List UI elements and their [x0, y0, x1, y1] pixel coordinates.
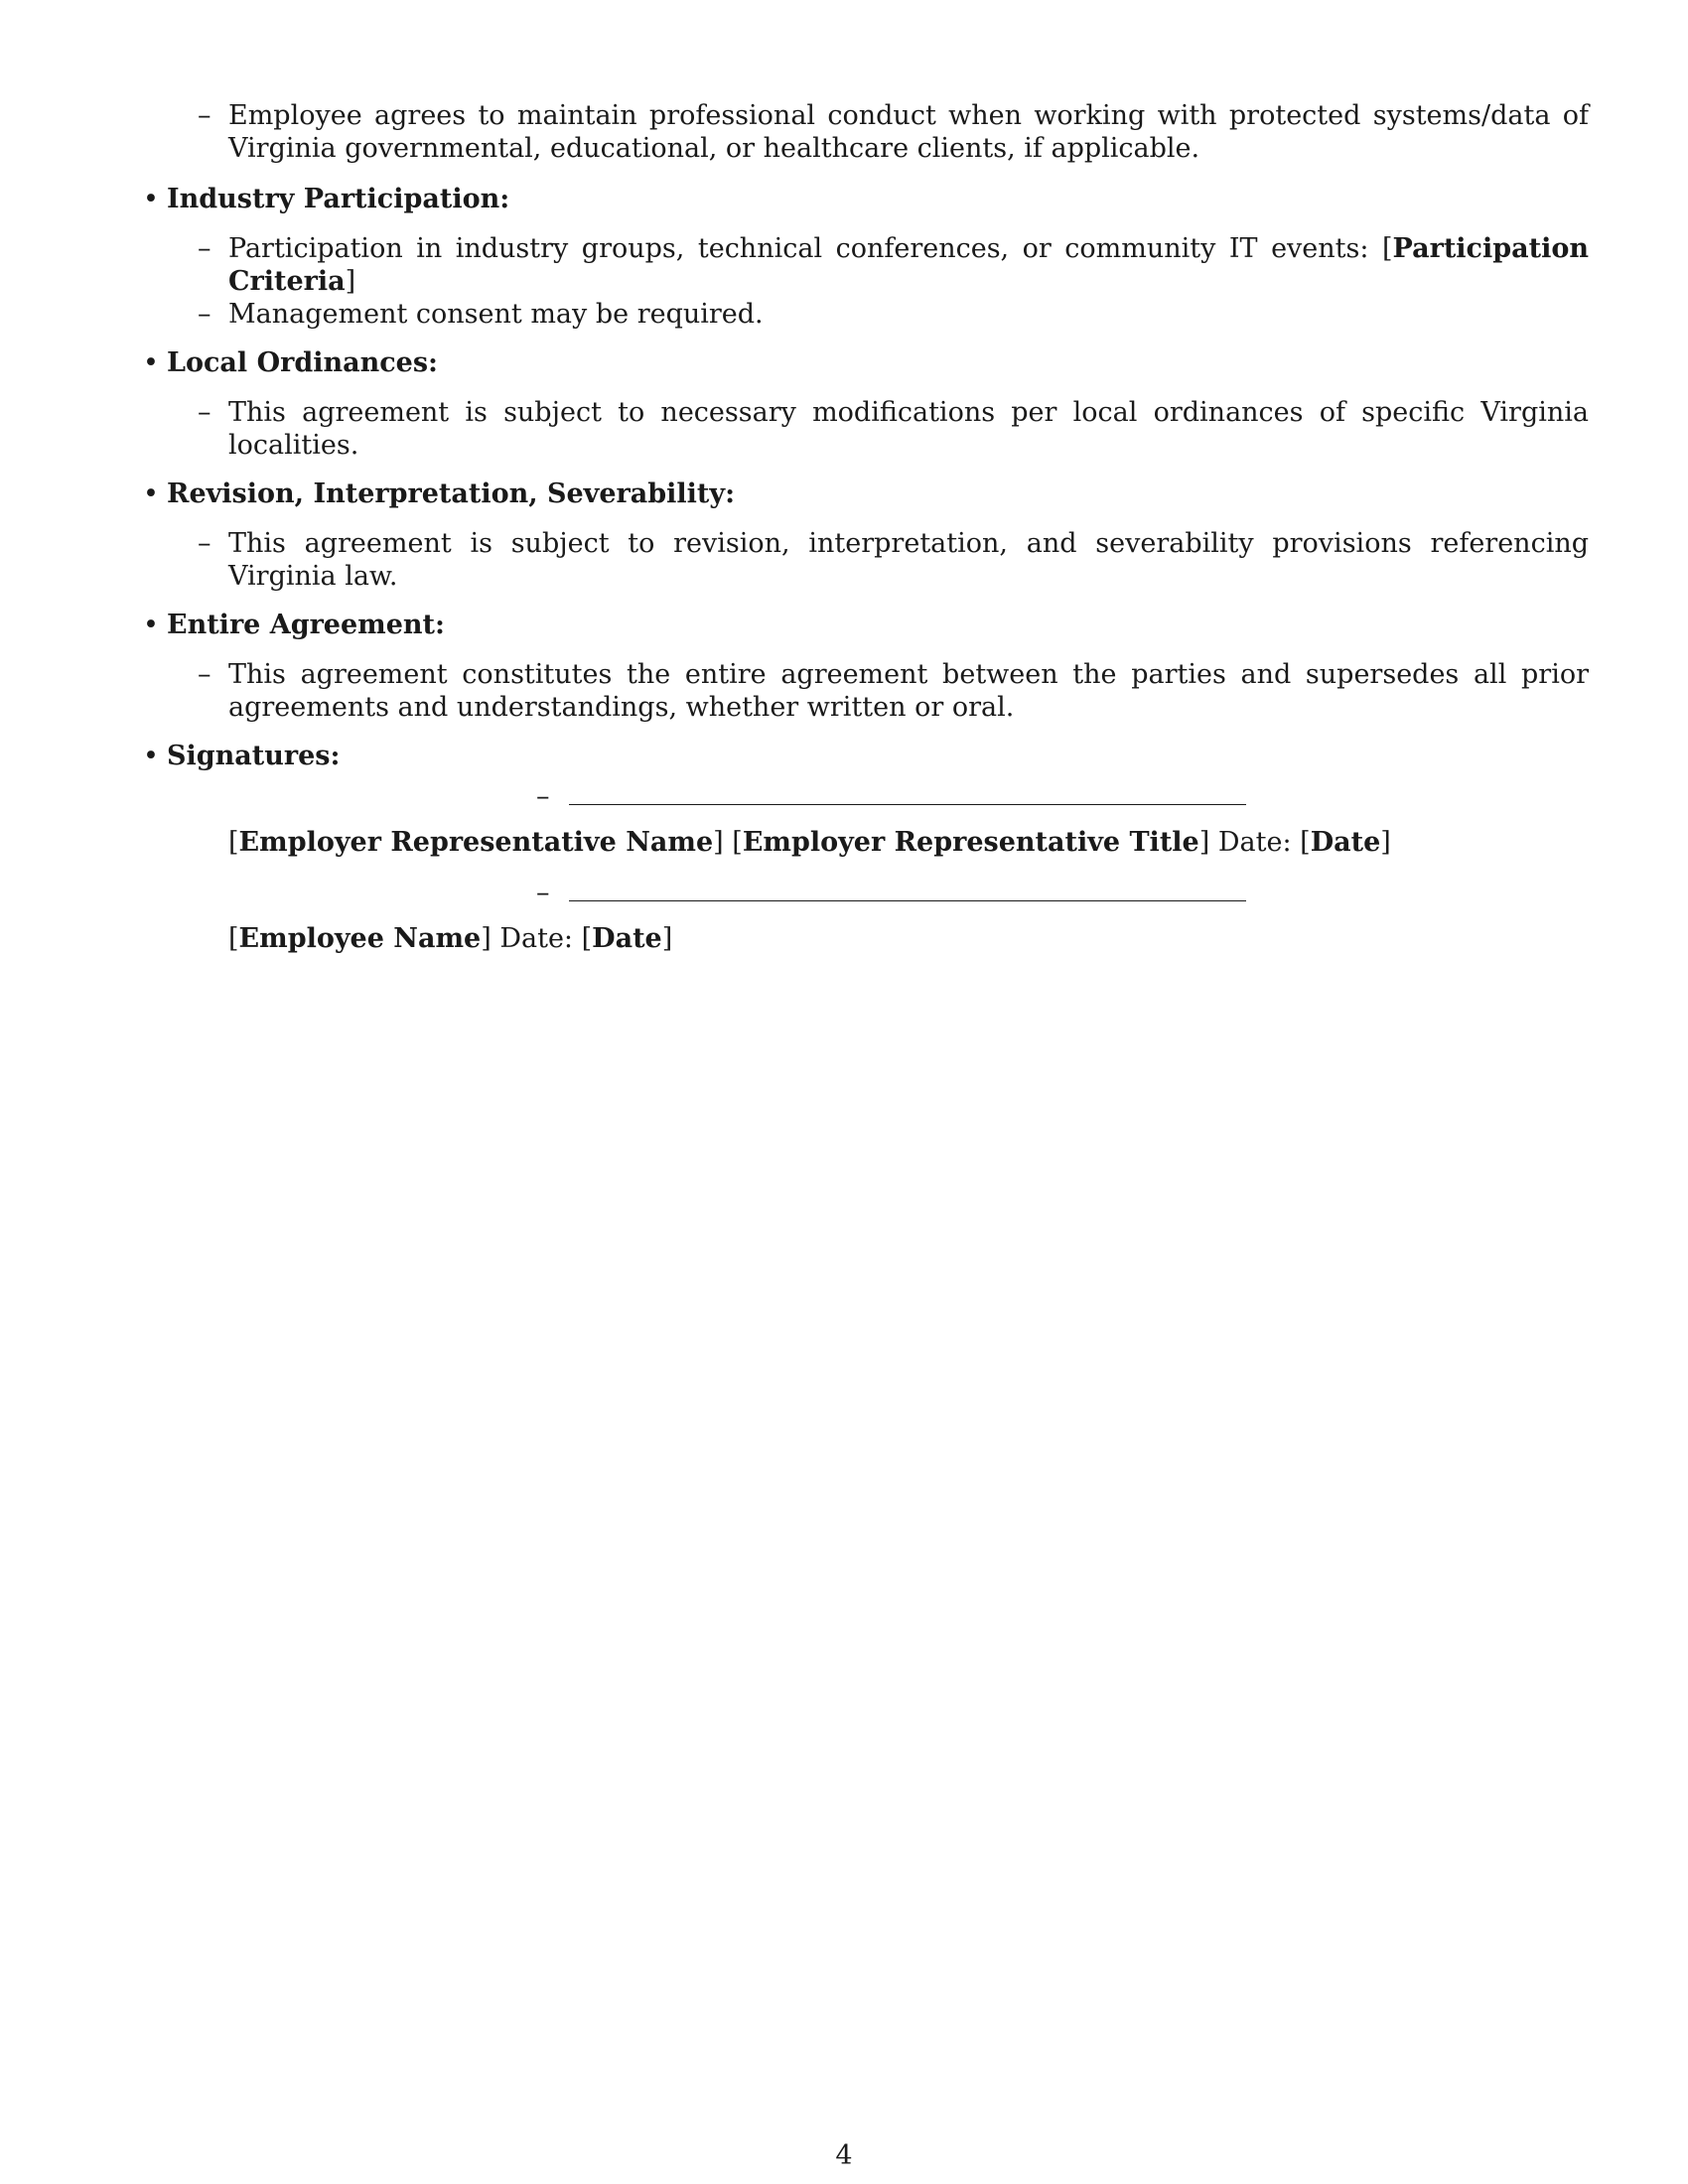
- section-heading: Industry Participation:: [167, 184, 510, 214]
- placeholder-employer-representative-name: Employer Representative Name: [238, 827, 714, 858]
- bracket-close: ]: [345, 266, 356, 297]
- page-number: 4: [835, 2140, 853, 2171]
- dash-marker: –: [198, 233, 211, 264]
- bullet-icon: •: [143, 347, 159, 378]
- bracket-close: ]: [713, 827, 724, 858]
- sub-list: [198, 232, 1589, 331]
- section-entire-agreement: [143, 609, 1589, 724]
- sub-item-text: This agreement is subject to necessary modifications per local ordinances of specific Virginia localities.: [228, 397, 1589, 461]
- sub-item: [198, 658, 1589, 724]
- dash-marker: –: [198, 299, 211, 330]
- section-heading: Signatures:: [167, 741, 341, 771]
- document-body: [143, 99, 1589, 973]
- dash-marker: –: [198, 100, 211, 131]
- bullet-icon: •: [143, 610, 159, 640]
- dash-marker: –: [198, 659, 211, 690]
- bracket-open: [: [228, 827, 239, 858]
- date-label: Date:: [1217, 827, 1292, 858]
- bullet-icon: •: [143, 741, 159, 771]
- section-list: [143, 183, 1589, 955]
- date-label: Date:: [499, 923, 574, 954]
- sub-list: [198, 396, 1589, 462]
- sub-item-text: Management consent may be required.: [228, 299, 764, 330]
- bullet-icon: •: [143, 478, 159, 509]
- employee-signature-block: [228, 922, 1589, 955]
- sub-item: [198, 298, 1589, 331]
- section-revision-interpretation-severability: [143, 478, 1589, 593]
- sub-item: [198, 527, 1589, 593]
- dash-marker: –: [536, 878, 550, 908]
- bracket-close: ]: [661, 923, 673, 954]
- section-heading: Revision, Interpretation, Severability:: [167, 478, 736, 509]
- placeholder-employee-name: Employee Name: [238, 923, 482, 954]
- placeholder-employee-date: Date: [592, 923, 662, 954]
- sub-item-text: This agreement is subject to revision, interpretation, and severability provisions referencing Virginia law.: [228, 528, 1589, 592]
- bullet-icon: •: [143, 184, 159, 214]
- section-signatures: [143, 740, 1589, 955]
- sub-item: [198, 232, 1589, 298]
- sub-item: [198, 396, 1589, 462]
- bracket-open: [: [1300, 827, 1311, 858]
- bracket-open: [: [1381, 233, 1393, 264]
- sub-list: [198, 658, 1589, 724]
- employer-signature-block: [228, 826, 1589, 859]
- section-heading: Entire Agreement:: [167, 610, 445, 640]
- dash-marker: –: [536, 781, 550, 812]
- bracket-open: [: [732, 827, 743, 858]
- bracket-open: [: [581, 923, 593, 954]
- bracket-close: ]: [481, 923, 492, 954]
- dash-marker: –: [198, 528, 211, 559]
- bracket-close: ]: [1380, 827, 1391, 858]
- placeholder-employer-representative-title: Employer Representative Title: [742, 827, 1199, 858]
- section-local-ordinances: [143, 346, 1589, 462]
- placeholder-participation-criteria: Participation Criteria: [228, 233, 1589, 297]
- employer-signature-line-row: [167, 780, 1589, 818]
- sub-item-text: Participation in industry groups, technical conferences, or community IT events:: [228, 233, 1382, 264]
- section-heading: Local Ordinances:: [167, 347, 439, 378]
- bracket-close: ]: [1198, 827, 1210, 858]
- dash-marker: –: [198, 397, 211, 428]
- employee-signature-line-row: [167, 877, 1589, 914]
- employer-signature-line: [569, 804, 1246, 805]
- sub-list: [198, 527, 1589, 593]
- employee-signature-line: [569, 900, 1246, 901]
- continuation-text: Employee agrees to maintain professional conduct when working with protected systems/data of Virginia governmental, educational, or healthcare clients, if applicable.: [228, 100, 1589, 164]
- continuation-sub-item: [198, 99, 1589, 165]
- sub-item-text: This agreement constitutes the entire agreement between the parties and supersedes all prior agreements and understandings, whether written or oral.: [228, 659, 1589, 723]
- placeholder-employer-date: Date: [1310, 827, 1381, 858]
- bracket-open: [: [228, 923, 239, 954]
- section-industry-participation: [143, 183, 1589, 331]
